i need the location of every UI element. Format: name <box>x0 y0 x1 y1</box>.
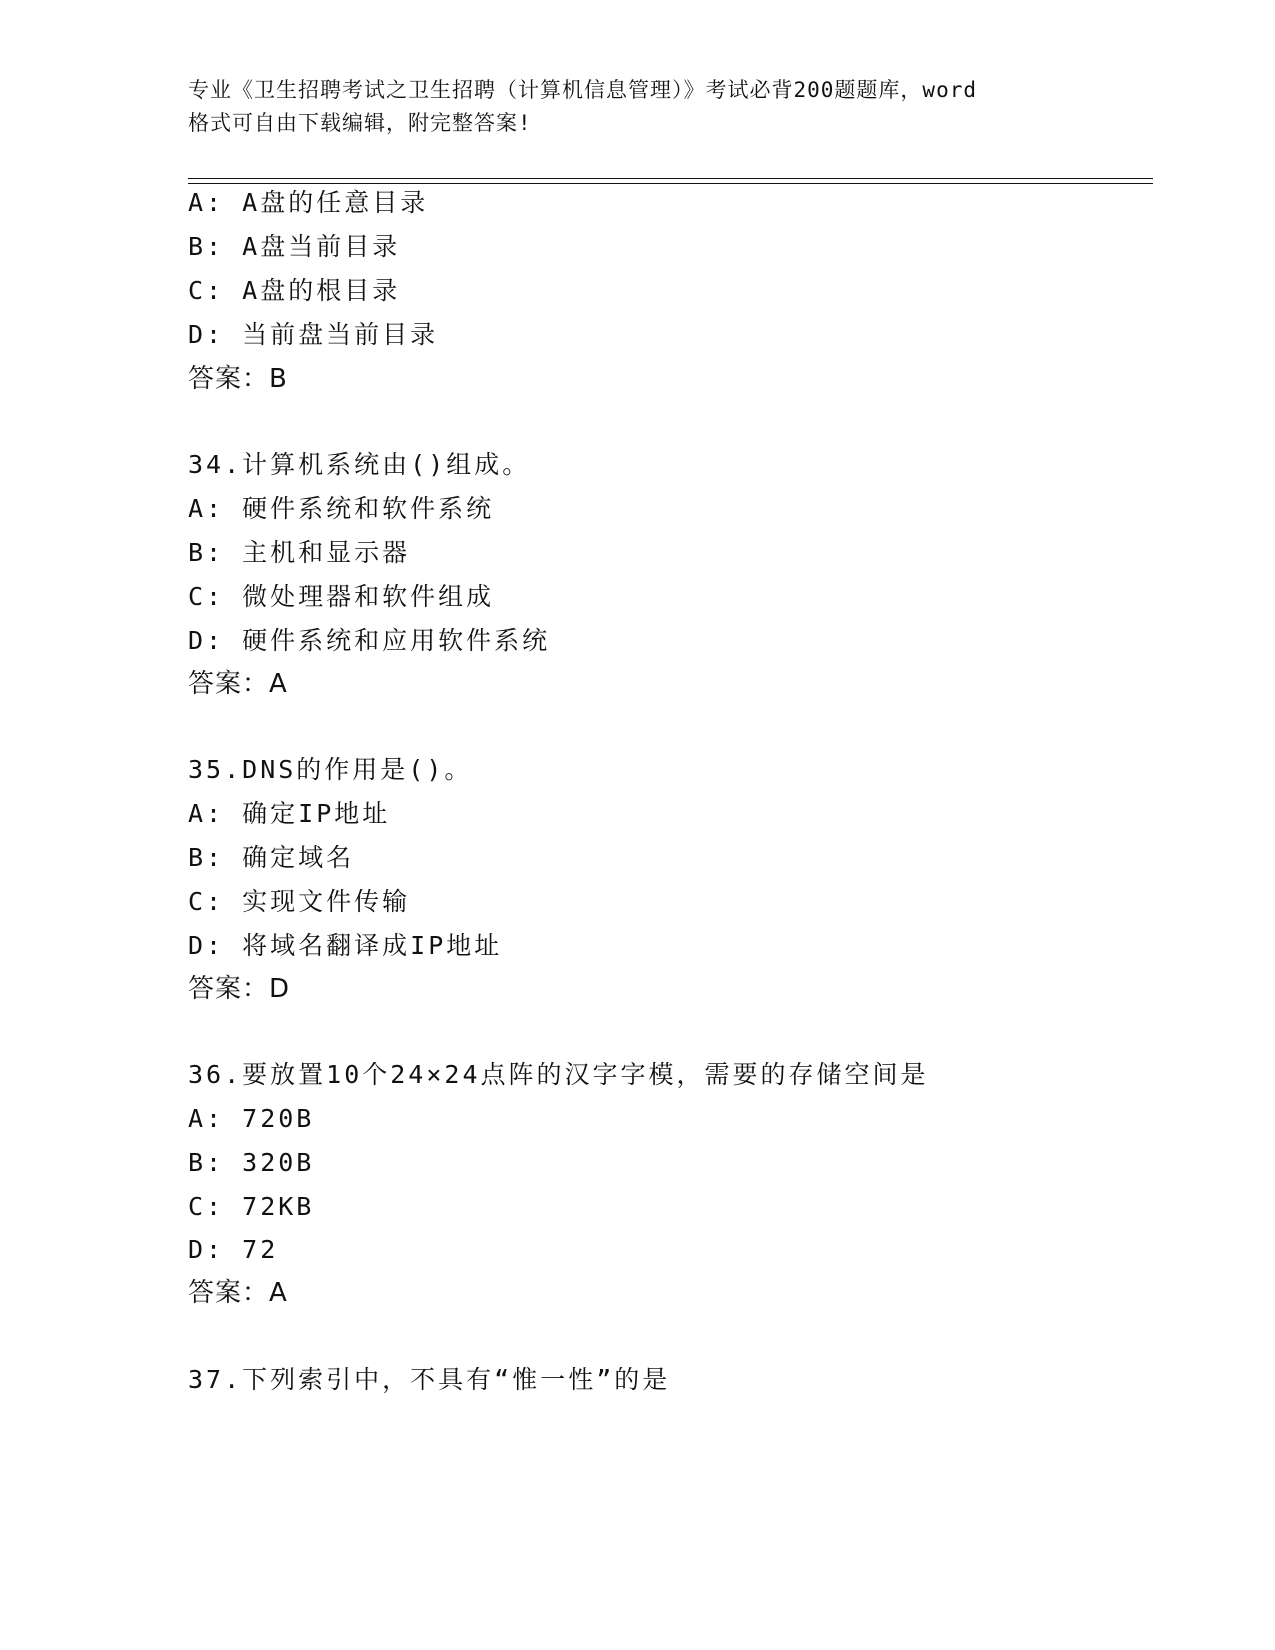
q35-option-c: C: 实现文件传输 <box>188 887 411 916</box>
q34-option-a: A: 硬件系统和软件系统 <box>188 494 495 523</box>
header-rule-bottom <box>188 183 1153 184</box>
q33-option-c: C: A盘的根目录 <box>188 276 401 305</box>
q35-question: 35.DNS的作用是()。 <box>188 755 473 784</box>
q36-question: 36.要放置10个24×24点阵的汉字字模，需要的存储空间是 <box>188 1060 929 1089</box>
q36-option-c: C: 72KB <box>188 1192 315 1221</box>
q36-answer: 答案：A <box>188 1278 288 1308</box>
q35-option-a: A: 确定IP地址 <box>188 799 391 828</box>
q35-answer: 答案：D <box>188 974 291 1004</box>
q36-option-d: D: 72 <box>188 1235 279 1264</box>
q34-option-b: B: 主机和显示器 <box>188 538 411 567</box>
header-line-2: 格式可自由下载编辑，附完整答案! <box>188 111 532 135</box>
document-header <box>188 74 1108 140</box>
q37-question: 37.下列索引中，不具有“惟一性”的是 <box>188 1365 671 1394</box>
q35-option-d: D: 将域名翻译成IP地址 <box>188 931 503 960</box>
q34-option-d: D: 硬件系统和应用软件系统 <box>188 626 551 655</box>
q36-option-b: B: 320B <box>188 1148 315 1177</box>
q33-option-b: B: A盘当前目录 <box>188 232 401 261</box>
header-rule-top <box>188 178 1153 179</box>
q33-answer: 答案：B <box>188 364 288 394</box>
q33-option-a: A: A盘的任意目录 <box>188 188 429 217</box>
q34-question: 34.计算机系统由()组成。 <box>188 450 531 479</box>
header-line-1: 专业《卫生招聘考试之卫生招聘（计算机信息管理）》考试必背200题题库，word <box>188 78 977 102</box>
q34-option-c: C: 微处理器和软件组成 <box>188 582 495 611</box>
q34-answer: 答案：A <box>188 669 288 699</box>
q36-option-a: A: 720B <box>188 1104 315 1133</box>
q33-option-d: D: 当前盘当前目录 <box>188 320 439 349</box>
q35-option-b: B: 确定域名 <box>188 843 355 872</box>
